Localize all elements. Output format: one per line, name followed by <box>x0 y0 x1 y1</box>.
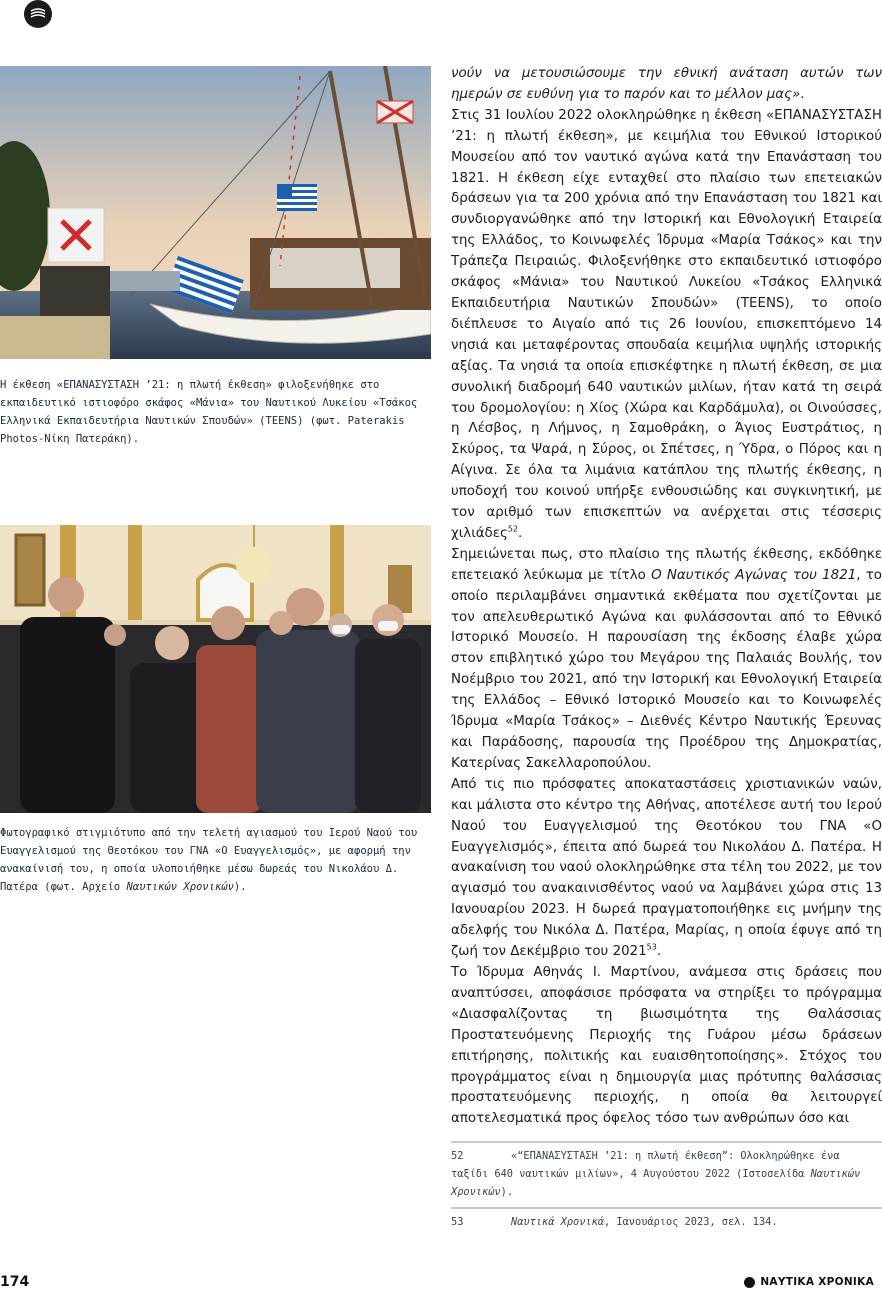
paragraph: Το Ίδρυμα Αθηνάς Ι. Μαρτίνου, ανάμεσα στις δράσεις που αναπτύσσει, αποφάσισε πρόσφατα να στηρίξει το πρόγραμμα «Διασφαλίζοντας τη βιωσιμότητα της Θαλάσσιας Προστατευόμενης Περιοχής της Γυάρου μέσω δράσεων επιτήρησης, πολιτικής και ευαισθητοποίησης». Στόχος του προγράμματος είναι η δημιουργία μιας πρότυπης θαλάσσιας προστατευόμενης περιοχής, η οποία θα λειτουργεί αποτελεσματικά προς όφελος τόσο των ανθρώπων όσο και <box>451 964 882 1127</box>
footnote-ref[interactable]: 53 <box>646 942 657 952</box>
brand-name: ΝΑΥΤΙΚΑ ΧΡΟΝΙΚΑ <box>760 1276 874 1288</box>
paragraph: Από τις πιο πρόσφατες αποκαταστάσεις χριστιανικών ναών, και μάλιστα στο κέντρο της Αθήνας, αποτέλεσε αυτή του Ιερού Ναού του Ευαγγελισμού της Θεοτόκου του ΓΝΑ «Ο Ευαγγελισμός», έπειτα από δωρεά του Νικολάου Δ. Πατέρα. Η ανακαίνιση του ναού ολοκληρώθηκε στα τέλη του 2022, με τον αγιασμό του ανακαινισθέντος ναού να λαμβάνει χώρα στις 13 Ιανουαρίου 2023. Η δωρεά πραγματοποιήθηκε εις μνήμην της αδελφής του Νικόλα Δ. Πατέρα, Μαρίας, η οποία έφυγε από τη ζωή τον Δεκέμβριο του 2021$^{53}$. <box>451 776 882 960</box>
paragraph: Στις 31 Ιουλίου 2022 ολοκληρώθηκε η έκθεση «ΕΠΑΝΑΣΥΣΤΑΣΗ ’21: η πλωτή έκθεση», με κειμήλια του Εθνικού Ιστορικού Μουσείου από τον ναυτικό αγώνα κατά την Επανάσταση του 1821. Η έκθεση είχε ενταχθεί στο πλαίσιο των επετειακών δράσεων για τα 200 χρόνια από την Επανάσταση του 1821 και συνδιοργανώθηκε από την Ιστορική και Εθνολογική Εταιρεία της Ελλάδος, το Κοινωφελές Ίδρυμα «Μαρία Τσάκος» και την Τράπεζα Πειραιώς. Φιλοξενήθηκε στο εκπαιδευτικό ιστιοφόρο σκάφος «Μάνια» του Ναυτικού Λυκείου «Τσάκος Ελληνικά Εκπαιδευτήρια Ναυτικών Σπουδών» (TEENS), το οποίο διέπλευσε το Αιγαίο από τις 26 Ιουνίου, επισκεπτόμενο 14 νησιά και μεταφέροντας σπουδαία κειμήλια υψηλής ιστορικής αξίας. Τα νησιά τα οποία επισκέφτηκε η πλωτή έκθεση, σε μια συνολική διαδρομή 640 ναυτικών μιλίων, ήταν κατά τη σειρά του δρομολογίου: η Χίος (Χώρα και Καρδάμυλα), οι Οινούσσες, η Λέσβος, η Λήμνος, η Σαμοθράκη, ο Άγιος Ευστράτιος, η Σκύρος, τα Ψαρά, η Σύρος, οι Σπέτσες, η Ύδρα, ο Πόρος και η Αίγινα. Σε όλα τα λιμάνια κατάπλου της πλωτής έκθεσης, η υποδοχή του κοινού υπήρξε ενθουσιώδης και συγκινητική, με τον αριθμό των επισκεπτών να ανέρχεται στις τέσσερις χιλιάδες$^{52}$. <box>451 107 882 541</box>
article-body <box>451 64 882 1130</box>
church-ceremony-photo <box>0 525 431 813</box>
footnote-ref[interactable]: 52 <box>507 524 519 534</box>
caption-text: Φωτογραφικό στιγμιότυπο από την τελετή αγιασμού του Ιερού Ναού του Ευαγγελισμού της Θεοτόκου του ΓΝΑ «Ο Ευαγγελισμός», με αφορμή την ανακαίνισή του, η οποία υλοποιήθηκε μέσω δωρεάς του Νικολάου Δ. Πατέρα (φωτ. Αρχείο Ναυτικών Χρονικών). <box>0 827 418 893</box>
figure-caption <box>0 824 432 896</box>
figure-caption <box>0 376 432 448</box>
sailing-ship-exhibition-photo <box>0 66 431 359</box>
brand-dot-icon <box>744 1277 755 1288</box>
magazine-logo-icon <box>24 0 52 28</box>
page-number: 174 <box>0 1274 30 1290</box>
footnotes <box>451 1141 882 1231</box>
brand-footer <box>744 1276 874 1288</box>
paragraph: Σημειώνεται πως, στο πλαίσιο της πλωτής έκθεσης, εκδόθηκε επετειακό λεύκωμα με τίτλο Ο Ναυτικός Αγώνας του 1821, το οποίο περιλαμβάνει σημαντικά εκθέματα που σχετίζονται με τον απελευθερωτικό Αγώνα και φυλάσσονται από το Εθνικό Ιστορικό Μουσείο. Η παρουσίαση της έκδοσης έλαβε χώρα στον επιβλητικό χώρο του Μεγάρου της Παλαιάς Βουλής, τον Νοέμβριο του 2021, από την Ιστορική και Εθνολογική Εταιρεία της Ελλάδος – Εθνικό Ιστορικό Μουσείο και το Κοινωφελές Ίδρυμα «Μαρία Τσάκος» – Διεθνές Κέντρο Ναυτικής Έρευνας και Παράδοσης, παρουσία της Προέδρου της Δημοκρατίας, Κατερίνας Σακελλαροπούλου. <box>451 546 882 771</box>
footnote: 53 Ναυτικά Χρονικά, Ιανουάριος 2023, σελ. 134. <box>451 1207 882 1231</box>
paragraph: νούν να μετουσιώσουμε την εθνική ανάταση αυτών των ημερών σε ευθύνη για το παρόν και το μέλλον μας». <box>451 66 882 102</box>
footnote: 52 «“ΕΠΑΝΑΣΥΣΤΑΣΗ ’21: η πλωτή έκθεση”: Ολοκληρώθηκε ένα ταξίδι 640 ναυτικών μιλίων», 4 Αυγούστου 2022 (Ιστοσελίδα Ναυτικών Χρονικών). <box>451 1141 882 1201</box>
footnote-number: 53 <box>451 1216 464 1228</box>
caption-text: Η έκθεση «ΕΠΑΝΑΣΥΣΤΑΣΗ ’21: η πλωτή έκθεση» φιλοξενήθηκε στο εκπαιδευτικό ιστιοφόρο σκάφος «Μάνια» του Ναυτικού Λυκείου «Τσάκος Ελληνικά Εκπαιδευτήρια Ναυτικών Σπουδών» (TEENS) (φωτ. Paterakis Photos-Νίκη Πατεράκη). <box>0 379 418 445</box>
footnote-number: 52 <box>451 1150 464 1162</box>
